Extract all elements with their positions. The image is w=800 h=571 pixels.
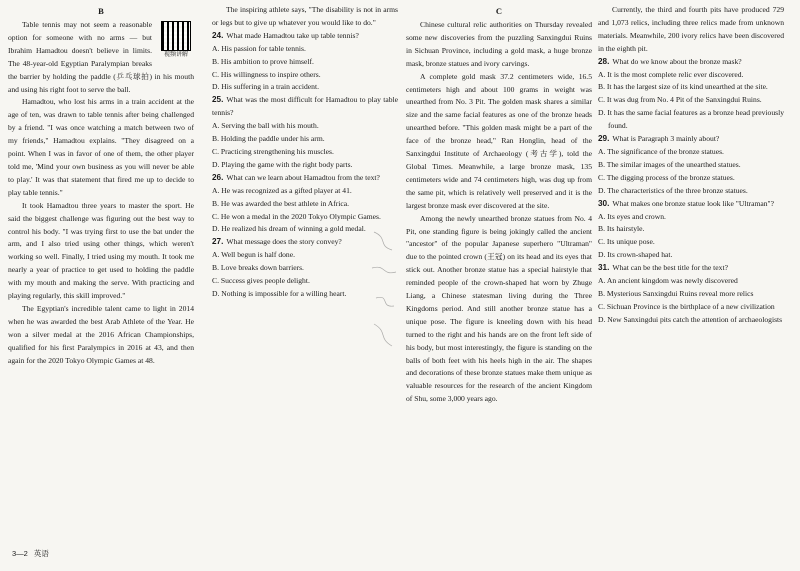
passage-c-paragraph-1: Chinese cultural relic authorities on Thursday revealed some new discoveries from the puzzling Sanxingdui Ruins in Sichuan Province, including a gold mask, a huge bronze mask, bronze statues and ivory carvings. <box>406 20 592 68</box>
option-a: A. It is the most complete relic ever discovered. <box>598 69 744 79</box>
option-a: A. Well begun is half done. <box>212 250 295 260</box>
option-c: C. Its unique pose. <box>598 237 655 247</box>
passage-b-paragraph-5: The inspiring athlete says, "The disability is not in arms or legs but to give up whatever you would like to do." <box>212 5 398 27</box>
passage-c-paragraph-2: A complete gold mask 37.2 centimeters wide, 16.5 centimeters high and about 100 grams in weight was unearthed from No. 3 Pit. The golden mask shares a similar size and the same facial features as one of the bronze heads unearthed before. "This golden mask might be a part of the face of the bronze head," Ran Honglin, head of the Sanxingdui Institute of Archaeology (考古学), told the Global Times. Meanwhile, a large bronze mask, 135 centimeters wide and 74 centimeters high, was dug up from the same pit, which is relatively well preserved and it is the largest bronze mask ever discovered at the site. <box>406 71 592 210</box>
option-a: A. His passion for table tennis. <box>212 43 306 53</box>
option-a: A. An ancient kingdom was newly discovered <box>598 276 738 286</box>
option-d: D. Nothing is impossible for a willing heart. <box>212 288 347 298</box>
option-c: C. He won a medal in the 2020 Tokyo Olympic Games. <box>212 211 381 221</box>
question-stem: What do we know about the bronze mask? <box>612 56 742 66</box>
option-c: C. Success gives people delight. <box>212 276 310 286</box>
question-number: 31. <box>598 263 610 273</box>
qr-code-icon[interactable] <box>161 21 191 51</box>
passage-b-paragraph-1: Table tennis may not seem a reasonable option for someone with no arms — but Ibrahim Hamadtou doesn't believe in limits. The 48-year-old Egyptian Paralympian breaks the barrier by holding the paddle (乒乓球拍) in his mouth and using his right foot to serve the ball. <box>8 20 194 94</box>
option-a: A. Its eyes and crown. <box>598 211 666 221</box>
option-d: D. The characteristics of the three bronze statues. <box>598 185 748 195</box>
section-b-heading: B <box>98 6 104 16</box>
question-number: 30. <box>598 198 610 208</box>
option-d: D. His suffering in a train accident. <box>212 82 319 92</box>
question-stem: What can we learn about Hamadtou from the text? <box>226 172 380 182</box>
question-31 <box>598 262 784 327</box>
option-a: A. He was recognized as a gifted player at 41. <box>212 185 352 195</box>
page-number: 3—2 <box>12 549 28 558</box>
passage-b-paragraph-4: The Egyptian's incredible talent came to light in 2014 when he was awarded the best Arab Athlete of the Year. He won a silver medal at the 2016 African Championships, qualified for his first Paralympics in 2016 at 43, and then again for the 2020 Tokyo Olympic Games at 48. <box>8 303 194 365</box>
passage-b-paragraph-3: It took Hamadtou three years to master the sport. He said the biggest challenge was figuring out the best way to control his body. "I was trying first to use the bat under the arm, and I also tried using other things, which weren't working so well. Finally, I tried using my mouth. It took me nearly a year of practice to get used to holding the paddle with my mouth and making the serve. With practicing and playing regularly, this skill improved." <box>8 200 194 301</box>
option-c: C. Sichuan Province is the birthplace of a new civilization <box>598 301 775 311</box>
question-stem: What is Paragraph 3 mainly about? <box>612 134 720 144</box>
passage-c-paragraph-3: Among the newly unearthed bronze statues from No. 4 Pit, one standing figure is being jokingly called the ancient "ancestor" of the popular Japanese superhero "Ultraman" due to the pointed crown (王冠) on its head and its eyes that stick out. Another bronze statue has a special hairstyle that reminded people of the crown-shaped hat worn by Zhuge Liang, a Chinese statesman living during the Three Kingdoms period. And still another bronze statue has a unique pose. The figure is kneeling down with his head turned to the right and his hands are on the front left side of his body, but most interestingly, the figure is standing on the balls of both feet with his heels high in the air. The shapes and decorations of these bronze statues make them unique as valuable resources for the research of the ancient Kingdom of Shu, some 3,000 years ago. <box>406 213 592 404</box>
question-number: 24. <box>212 30 224 40</box>
section-c-heading: C <box>495 6 503 16</box>
option-c: C. The digging process of the bronze statues. <box>598 172 735 182</box>
option-d: D. He realized his dream of winning a gold medal. <box>212 224 366 234</box>
option-d: D. New Sanxingdui pits catch the attention of archaeologists <box>598 314 783 324</box>
option-b: B. His ambition to prove himself. <box>212 56 314 66</box>
column-4 <box>598 4 784 327</box>
subject-label: 英语 <box>33 549 49 558</box>
video-explanation-qr[interactable] <box>158 21 194 59</box>
option-b: B. Mysterious Sanxingdui Ruins reveal more relics <box>598 288 754 298</box>
passage-b-paragraph-2: Hamadtou, who lost his arms in a train accident at the age of ten, was drawn to table tennis after being challenged by a friend. "I was once watching a match between two of my friends," Hamadtou explains. "They disagreed on a point. When I was in favor of one of them, the other player told me, 'Mind your own business as you will never be able to play.' It was that statement that fired me up to decide to play table tennis." <box>8 97 194 197</box>
option-b: B. He was awarded the best athlete in Africa. <box>212 198 350 208</box>
page-footer <box>12 548 55 559</box>
option-d: D. It has the same facial features as a bronze head previously found. <box>598 108 784 131</box>
option-a: A. The significance of the bronze statues. <box>598 146 724 156</box>
question-stem: What makes one bronze statue look like "Ultraman"? <box>612 198 774 208</box>
option-b: B. It has the largest size of its kind unearthed at the site. <box>598 82 768 92</box>
option-c: C. It was dug from No. 4 Pit of the Sanxingdui Ruins. <box>598 95 762 105</box>
option-c: C. Practicing strengthening his muscles. <box>212 146 334 156</box>
option-b: B. Love breaks down barriers. <box>212 263 304 273</box>
question-28 <box>598 56 784 133</box>
question-25 <box>212 94 398 171</box>
question-stem: What message does the story convey? <box>226 237 342 247</box>
question-30 <box>598 198 784 263</box>
option-b: B. The similar images of the unearthed statues. <box>598 159 741 169</box>
question-number: 25. <box>212 95 224 105</box>
option-c: C. His willingness to inspire others. <box>212 69 321 79</box>
question-29 <box>598 133 784 198</box>
question-stem: What was the most difficult for Hamadtou to play table tennis? <box>212 95 398 118</box>
option-b: B. Its hairstyle. <box>598 224 645 234</box>
option-b: B. Holding the paddle under his arm. <box>212 134 325 144</box>
question-number: 27. <box>212 237 224 247</box>
question-stem: What made Hamadtou take up table tennis? <box>226 30 359 40</box>
option-d: D. Playing the game with the right body parts. <box>212 159 353 169</box>
column-1 <box>8 4 194 367</box>
question-number: 29. <box>598 134 610 144</box>
question-26 <box>212 172 398 237</box>
question-number: 28. <box>598 56 610 66</box>
option-d: D. Its crown-shaped hat. <box>598 250 673 260</box>
question-number: 26. <box>212 172 224 182</box>
column-3 <box>406 4 592 406</box>
question-stem: What can be the best title for the text? <box>612 263 728 273</box>
pencil-scribble-icon <box>368 228 408 368</box>
question-24 <box>212 30 398 95</box>
option-a: A. Serving the ball with his mouth. <box>212 121 319 131</box>
qr-caption: 视频讲解 <box>163 51 188 58</box>
passage-c-paragraph-4: Currently, the third and fourth pits have produced 729 and 1,073 relics, including three relics made from unknown materials. Meanwhile, 200 ivory relics have been discovered in the eighth pit. <box>598 5 784 53</box>
